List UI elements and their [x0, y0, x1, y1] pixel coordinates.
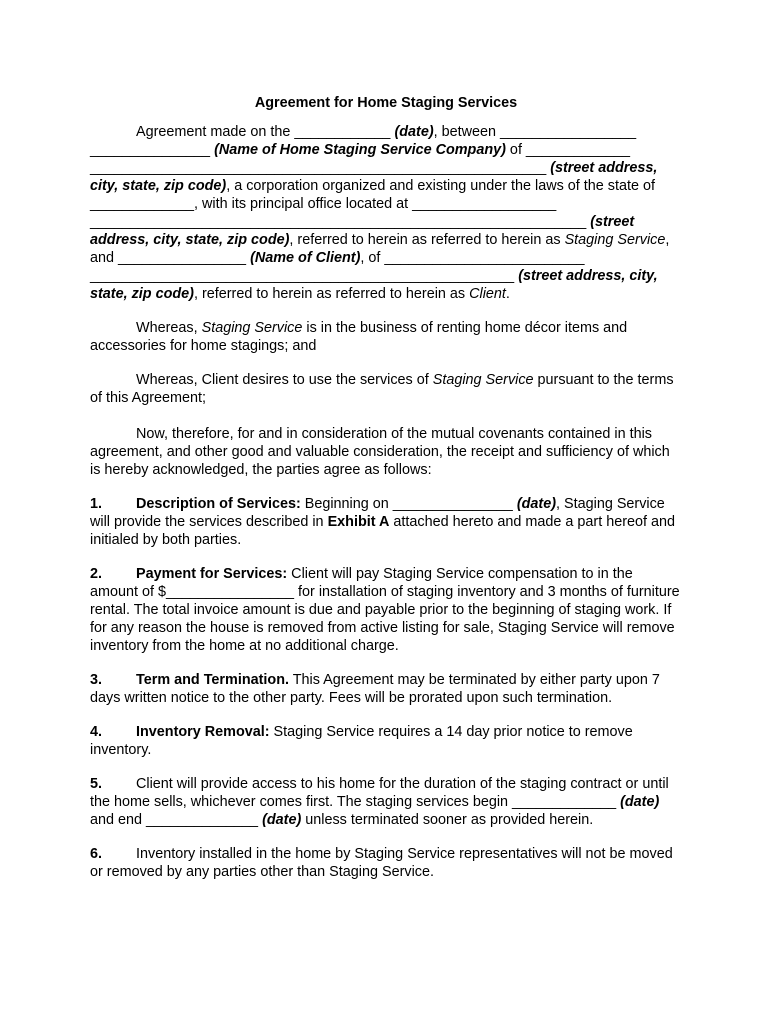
- company-address-placeholder: (street address, city, state, zip code): [90, 160, 658, 194]
- section-heading: Inventory Removal:: [136, 724, 270, 740]
- intro-text: of _____________ _________________________________________________________: [90, 142, 630, 176]
- section-number: 5.: [90, 776, 103, 792]
- intro-text: , of _________________________ _____________________________________________________: [90, 250, 585, 284]
- intro-text: Agreement made on the ____________: [136, 124, 395, 140]
- date-placeholder: (date): [516, 496, 557, 512]
- section-text: Inventory installed in the home by Staging Service representatives will not be moved or removed by any parties other than Staging Service.: [90, 846, 673, 880]
- section-text: , Staging Service will provide the services described in: [90, 496, 665, 530]
- section-1-description: [90, 495, 682, 549]
- section-text: Client will pay Staging Service compensation to in the amount of $________________ for installation of staging inventory and 3 months of furniture rental. The total invoice amount is due and payable prior to the beginning of staging work. If for any reason the house is removed from active listing for sale, Staging Service will remove inventory from the home at no additional charge.: [90, 566, 680, 654]
- intro-text: , referred to herein as referred to herein as: [193, 286, 470, 302]
- intro-text: .: [505, 286, 510, 302]
- section-heading: Description of Services:: [136, 496, 301, 512]
- section-3-term: [90, 671, 682, 707]
- staging-service-term: Staging Service: [201, 320, 303, 336]
- whereas-text: Whereas,: [136, 320, 202, 336]
- intro-text: , between _________________ _______________: [90, 124, 637, 158]
- section-heading: Term and Termination.: [136, 672, 289, 688]
- section-text: attached hereto and made a part hereof and initialed by both parties.: [90, 514, 676, 548]
- section-number: 3.: [90, 672, 103, 688]
- section-text: unless terminated sooner as provided herein.: [301, 812, 594, 828]
- whereas-paragraph-1: [90, 319, 682, 355]
- section-number: 1.: [90, 496, 103, 512]
- whereas-text: Whereas, Client desires to use the services of: [136, 372, 433, 388]
- company-name-placeholder: (Name of Home Staging Service Company): [214, 142, 506, 158]
- section-4-inventory-removal: [90, 723, 682, 759]
- document-title: Agreement for Home Staging Services: [254, 95, 518, 111]
- section-text: Staging Service requires a 14 day prior notice to remove inventory.: [90, 724, 633, 758]
- section-6-inventory: [90, 845, 682, 881]
- client-term: Client: [469, 286, 506, 302]
- whereas-text: pursuant to the terms of this Agreement;: [90, 372, 674, 406]
- section-text: This Agreement may be terminated by either party upon 7 days written notice to the other party. Fees will be prorated upon such termination.: [90, 672, 660, 706]
- whereas-text: is in the business of renting home décor items and accessories for home stagings; and: [90, 320, 628, 354]
- section-text: Beginning on _______________: [300, 496, 517, 512]
- intro-paragraph: [90, 123, 682, 303]
- section-heading: Payment for Services:: [136, 566, 288, 582]
- section-number: 2.: [90, 566, 103, 582]
- intro-text: , and ________________: [90, 232, 670, 266]
- intro-text: , referred to herein as referred to herein as: [289, 232, 565, 248]
- section-number: 4.: [90, 724, 103, 740]
- intro-text: , a corporation organized and existing under the laws of the state of _____________, with its principal office located at __________________ ______________________________________________________________: [90, 178, 656, 230]
- client-name-placeholder: (Name of Client): [250, 250, 361, 266]
- date-placeholder: (date): [394, 124, 434, 140]
- section-5-access: [90, 775, 682, 829]
- staging-service-term: Staging Service: [432, 372, 534, 388]
- staging-service-term: Staging Service: [564, 232, 666, 248]
- whereas-paragraph-2: [90, 371, 682, 407]
- now-therefore-paragraph: Now, therefore, for and in consideration of the mutual covenants contained in this agreement, and other good and valuable consideration, the receipt and sufficiency of which is hereby acknowledged, the parties agree as follows:: [90, 426, 670, 478]
- section-text: Client will provide access to his home for the duration of the staging contract or until the home sells, whichever comes first. The staging services begin _____________: [90, 776, 669, 810]
- document-body: [90, 94, 682, 881]
- office-address-placeholder: (street address, city, state, zip code): [90, 214, 635, 248]
- section-number: 6.: [90, 846, 103, 862]
- section-text: and end ______________: [90, 812, 263, 828]
- section-2-payment: [90, 565, 682, 655]
- client-address-placeholder: (street address, city, state, zip code): [90, 268, 658, 302]
- date-placeholder: (date): [620, 794, 660, 810]
- exhibit-reference: Exhibit A: [327, 514, 390, 530]
- date-placeholder: (date): [262, 812, 302, 828]
